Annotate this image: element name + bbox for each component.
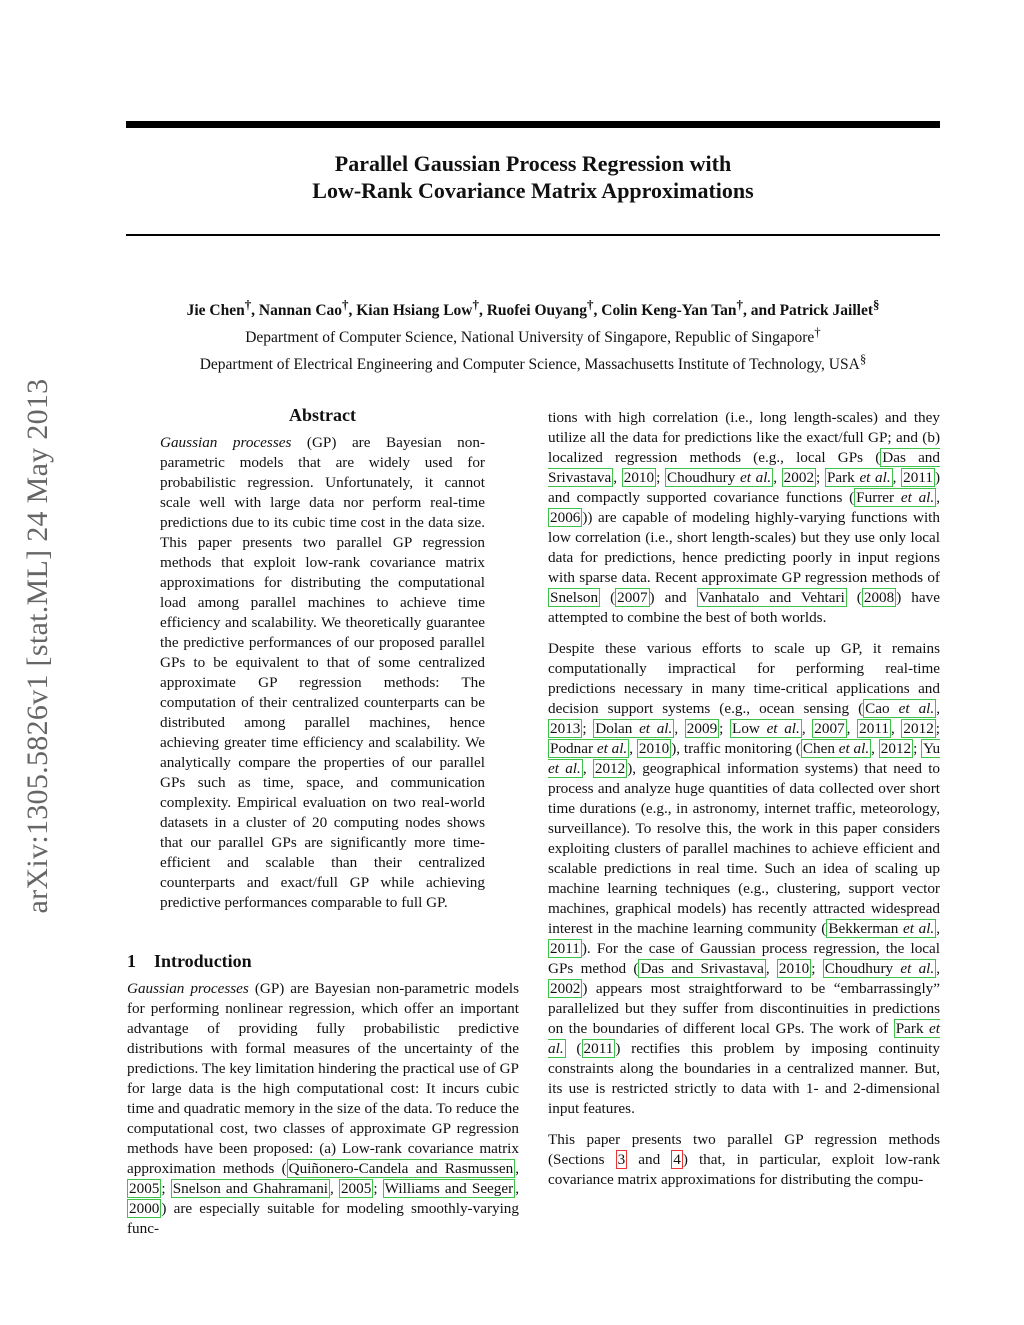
affiliation-2: Department of Electrical Engineering and Computer Science, Massachusetts Institute of Technology, USA§ [199,351,867,374]
citation-link[interactable]: Das and Srivastava [548,449,940,486]
citation-link[interactable]: Snelson and Ghahramani [172,1180,329,1197]
paragraph-1: tions with high correlation (i.e., long length-scales) and they utilize all the data for predictions like the exact/full GP; and (b) localized regression methods (e.g., local GPs ( Das and Srivastava , 2010 ; Choudhury et al. , 2002 ; Park et al. , 2011 ) and compactly supported covariance functions ( Furrer et al. , 2006 )) are capable of modeling highly-varying functions with low correlation (i.e., short length-scales) but they use only local data for predictions, hence predicting poorly in input regions with sparse data. Recent approximate GP regression methods of Snelson ( 2007 ) and Vanhatalo and Vehtari ( 2008 ) have attempted to combine the best of both worlds. [548,409,940,626]
citation-link[interactable]: 2012 [880,740,912,757]
citation-link[interactable]: 2010 [778,960,810,977]
citation-link[interactable]: 2011 [903,469,933,486]
citation-link[interactable]: 2002 [550,980,581,997]
citation-link[interactable]: 2009 [686,720,718,737]
abstract-heading: Abstract [289,405,356,425]
title-rule [126,234,940,236]
paragraph-2: Despite these various efforts to scale up GP, it remains computationally impractical for performing real-time predictions necessary in many time-critical applications and decision support systems (e.g., ocean sensing ( Cao et al. , 2013 ; Dolan et al. , 2009 ; Low et al. , 2007 , 2011 , 2012 ; Podnar et al. , 2010 ), traffic monitoring ( Chen et al. , 2012 ; Yu et al. , 2012 ), geographical information systems) that need to process and analyze huge quantities of data collected over short time durations (e.g., in astronomy, internet traffic, meteorology, surveillance). To resolve this, the work in this paper considers exploiting clusters of parallel machines to achieve efficient and scalable predictions in real time. Such an idea of scaling up machine learning techniques (e.g., clustering, support vector machines, graphical models) has recently attracted widespread interest in the machine learning community ( Bekkerman et al. , 2011 ). For the case of Gaussian process regression, the local GPs method ( Das and Srivastava , 2010 ; Choudhury et al. , 2002 ) appears most straightforward to be “embarrassingly” parallelized but they suffer from discontinuities in predictions on the boundaries of different local GPs. The work of Park et al. ( 2011 ) rectifies this problem by imposing continuity constraints along the boundaries in a centralized manner. But, its use is restricted strictly to data with 1- and 2-dimensional input features. [548,640,941,1117]
citation-link[interactable]: Chen et al. [802,740,870,757]
citation-link[interactable]: Williams and Seeger [384,1180,514,1197]
citation-link[interactable]: 2005 [340,1180,372,1197]
title-line-1: Parallel Gaussian Process Regression with [334,151,732,176]
citation-link[interactable]: Choudhury et al. [824,960,935,977]
citation-link[interactable]: Yu et al. [548,740,941,777]
citation-link[interactable]: Park et al. [826,469,891,486]
top-rule [126,121,940,128]
citation-link[interactable]: 2011 [859,720,889,737]
arxiv-identifier [18,346,58,946]
paragraph-3: This paper presents two parallel GP regression methods (Sections 3 and 4 ) that, in particular, exploit low-rank covariance matrix approximations for distributing the compu- [548,1131,940,1188]
abstract-body: Gaussian processes (GP) are Bayesian non-parametric models that are widely used for probabilistic regression. Unfortunately, it cannot scale well with large data nor perform real-time predictions due to its cubic time cost in the data size. This paper presents two parallel GP regression methods that exploit low-rank covariance matrix approximations for distributing the computational load among parallel machines to achieve time efficiency and scalability. We theoretically guarantee the predictive performances of our proposed parallel GPs to be equivalent to that of some centralized approximate GP regression methods: The computation of their centralized counterparts can be distributed among parallel machines, hence achieving greater time efficiency and scalability. We analytically compare the properties of our parallel GPs such as time, space, and communication complexity. Empirical evaluation on two real-world datasets in a cluster of 20 computing nodes shows that our parallel GPs are significantly more time-efficient and scalable than their centralized counterparts and exact/full GP while achieving predictive performances comparable to full GP. [160,434,486,911]
citation-link[interactable]: Choudhury et al. [666,469,772,486]
citation-link[interactable]: Vanhatalo and Vehtari [698,589,845,606]
citation-link[interactable]: Cao et al. [865,700,935,717]
author-names: Jie Chen†, Nannan Cao†, Kian Hsiang Low†, Ruofei Ouyang†, Colin Keng-Yan Tan†, and Patrick Jaillet§ [186,297,880,320]
citation-link[interactable]: Das and Srivastava [640,960,764,977]
citation-link[interactable]: 2006 [550,509,581,526]
citation-link[interactable]: 2011 [550,940,580,957]
citation-link[interactable]: 2000 [129,1200,160,1217]
citation-link[interactable]: 2011 [583,1040,614,1057]
title-line-2: Low-Rank Covariance Matrix Approximations [312,178,754,203]
citation-link[interactable]: 2012 [594,760,626,777]
citation-link[interactable]: Dolan et al. [595,720,673,737]
right-column [548,408,940,1201]
citation-link[interactable]: Snelson [550,589,599,606]
citation-link[interactable]: Low et al. [732,720,800,737]
introduction-body: Gaussian processes (GP) are Bayesian non-parametric models for performing nonlinear regression, which offer an important advantage of providing fully probabilistic predictive distributions with formal measures of the uncertainty of the predictions. The key limitation hindering the practical use of GP for large data is the high computational cost: It incurs cubic time and quadratic memory in the size of the data. To reduce the computational cost, two classes of approximate GP regression methods have been proposed: (a) Low-rank covariance matrix approximation methods ( Quiñonero-Candela and Rasmussen , 2005 ; Snelson and Ghahramani , 2005 ; Williams and Seeger , 2000 ) are especially suitable for modeling smoothly-varying func- [127,980,520,1237]
citation-link[interactable]: Quiñonero-Candela and Rasmussen [288,1160,514,1177]
citation-link[interactable]: 2005 [129,1180,160,1197]
citation-link[interactable]: Podnar et al. [550,740,628,757]
author-block [60,294,1006,375]
citation-link[interactable]: 2007 [814,720,845,737]
citation-link[interactable]: 2007 [617,589,648,606]
citation-link[interactable]: 2013 [550,720,581,737]
citation-link[interactable]: 2010 [638,740,670,757]
citation-link[interactable]: 2002 [783,469,815,486]
citation-link[interactable]: Park et al. [548,1020,940,1057]
arxiv-identifier-text: arXiv:1305.5826v1 [stat.ML] 24 May 2013 [21,378,54,914]
citation-link[interactable]: 2008 [863,589,895,606]
section-ref-link[interactable]: 3 [617,1151,626,1168]
citation-link[interactable]: Bekkerman et al. [828,920,935,937]
citation-link[interactable]: Furrer et al. [856,489,935,506]
paper-title [126,150,940,204]
section-heading-introduction: 1 Introduction [127,951,252,971]
citation-link[interactable]: 2012 [903,720,934,737]
citation-link[interactable]: 2010 [623,469,655,486]
affiliation-1: Department of Computer Science, National University of Singapore, Republic of Singapore† [245,324,821,347]
section-ref-link[interactable]: 4 [673,1151,681,1168]
